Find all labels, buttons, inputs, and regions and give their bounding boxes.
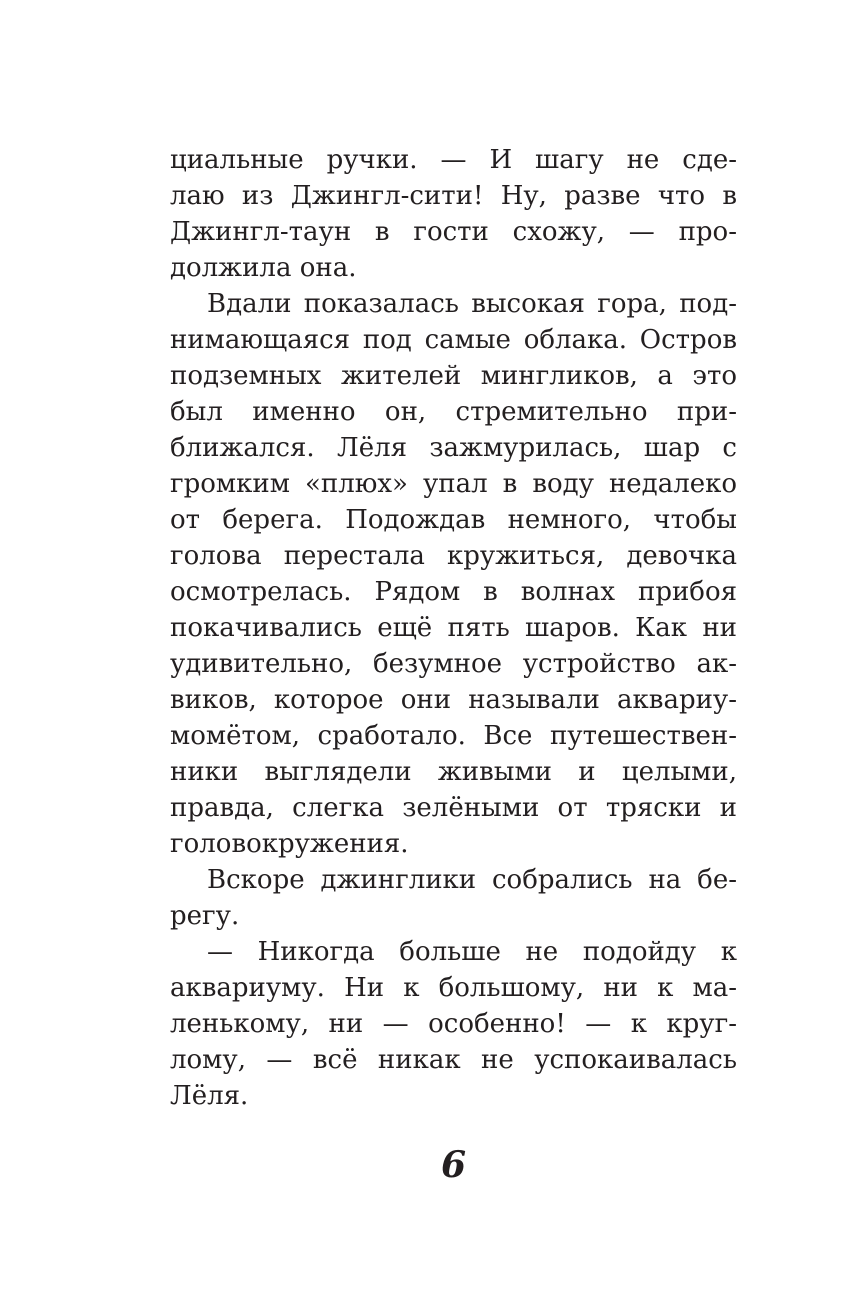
text-line: был именно он, стремительно при- (170, 397, 737, 427)
text-line: Вдали показалась высокая гора, под- (207, 289, 737, 319)
page-number: 6 (440, 1144, 467, 1186)
text-line: подземных жителей мингликов, а это (170, 361, 737, 391)
text-block (170, 142, 737, 1114)
text-line: правда, слегка зелёными от тряски и (170, 793, 737, 823)
text-line: момётом, сработало. Все путешествен- (170, 721, 737, 751)
paragraph (170, 862, 737, 934)
text-line: лаю из Джингл-сити! Ну, разве что в (170, 181, 737, 211)
text-line: виков, которое они называли аквариу- (170, 685, 737, 715)
text-line: ленькому, ни — особенно! — к круг- (170, 1009, 737, 1039)
text-line: осмотрелась. Рядом в волнах прибоя (170, 577, 737, 607)
text-line: ники выглядели живыми и целыми, (170, 757, 737, 787)
text-line: аквариуму. Ни к большому, ни к ма- (170, 973, 737, 1003)
text-line: должила она. (170, 253, 357, 283)
text-line: от берега. Подождав немного, чтобы (170, 505, 737, 535)
text-line: головокружения. (170, 829, 409, 859)
paragraph (170, 286, 737, 862)
text-line: циальные ручки. — И шагу не сде- (170, 145, 737, 175)
text-line: голова перестала кружиться, девочка (170, 541, 737, 571)
text-line: Вскоре джинглики собрались на бе- (207, 865, 737, 895)
paragraph (170, 934, 737, 1114)
text-line: Лёля. (170, 1081, 249, 1111)
text-line: нимающаяся под самые облака. Остров (170, 325, 737, 355)
text-line: регу. (170, 901, 240, 931)
text-line: покачивались ещё пять шаров. Как ни (170, 613, 737, 643)
paragraph (170, 142, 737, 286)
text-line: лому, — всё никак не успокаивалась (170, 1045, 737, 1075)
text-line: громким «плюх» упал в воду недалеко (170, 469, 737, 499)
text-line: удивительно, безумное устройство ак- (170, 649, 737, 679)
text-line: ближался. Лёля зажмурилась, шар с (170, 433, 737, 463)
text-line: Джингл-таун в гости схожу, — про- (170, 217, 737, 247)
text-line: — Никогда больше не подойду к (207, 937, 737, 967)
